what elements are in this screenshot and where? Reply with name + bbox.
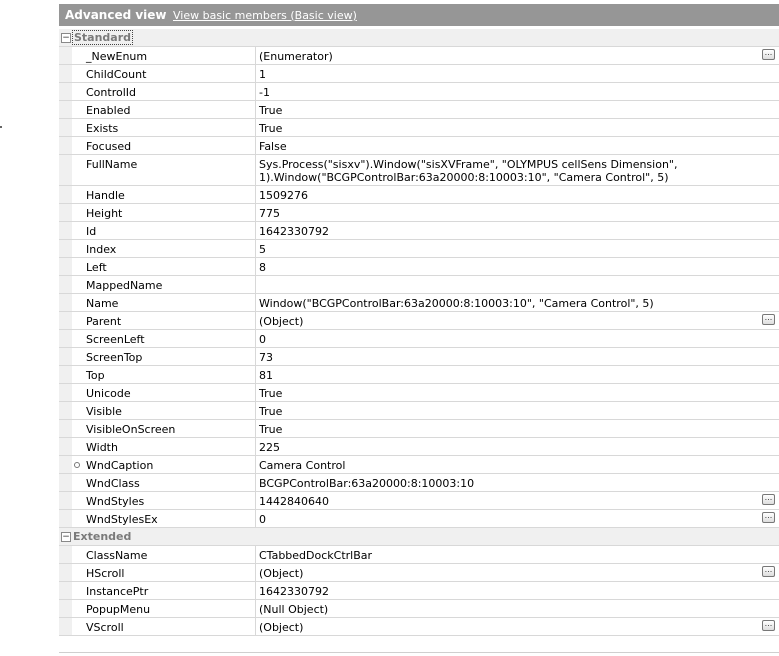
property-name: ChildCount (59, 65, 256, 82)
property-name: Visible (59, 402, 256, 419)
property-name: Index (59, 240, 256, 257)
property-row[interactable] (59, 474, 779, 492)
property-row[interactable] (59, 600, 779, 618)
property-row[interactable] (59, 312, 779, 330)
property-row[interactable] (59, 240, 779, 258)
property-row[interactable] (59, 330, 779, 348)
property-row[interactable] (59, 204, 779, 222)
property-value[interactable]: 0 (259, 333, 266, 346)
property-row[interactable] (59, 276, 779, 294)
property-name: ClassName (59, 546, 256, 563)
ellipsis-button[interactable]: ... (762, 494, 775, 505)
property-value[interactable]: 225 (259, 441, 280, 454)
property-name: _NewEnum (59, 47, 256, 64)
property-name: Height (59, 204, 256, 221)
property-value[interactable]: -1 (259, 86, 270, 99)
property-value[interactable]: True (259, 104, 283, 117)
category-label[interactable]: Extended (73, 530, 132, 543)
property-value[interactable]: (Object) (259, 621, 304, 634)
property-row[interactable] (59, 348, 779, 366)
property-value[interactable]: 1 (259, 68, 266, 81)
property-value[interactable]: 1642330792 (259, 225, 329, 238)
property-name: WndStylesEx (59, 510, 256, 527)
stray-dot (0, 126, 2, 128)
view-header (59, 4, 779, 26)
property-value[interactable]: (Null Object) (259, 603, 329, 616)
property-row[interactable] (59, 582, 779, 600)
property-value[interactable]: True (259, 387, 283, 400)
property-value[interactable]: 1642330792 (259, 585, 329, 598)
property-value[interactable]: 1509276 (259, 189, 308, 202)
property-row[interactable] (59, 258, 779, 276)
ellipsis-button[interactable]: ... (762, 49, 775, 60)
property-value[interactable]: (Object) (259, 315, 304, 328)
property-name: FullName (59, 155, 256, 185)
property-value[interactable]: 1442840640 (259, 495, 329, 508)
property-row[interactable] (59, 420, 779, 438)
property-name: ScreenLeft (59, 330, 256, 347)
collapse-toggle-icon[interactable]: − (62, 33, 70, 43)
property-name: Name (59, 294, 256, 311)
ellipsis-button[interactable]: ... (762, 566, 775, 577)
property-name: MappedName (59, 276, 256, 293)
property-value[interactable]: BCGPControlBar:63a20000:8:10003:10 (259, 477, 475, 490)
property-row[interactable] (59, 155, 779, 186)
ellipsis-button[interactable]: ... (762, 620, 775, 631)
property-row[interactable] (59, 384, 779, 402)
property-row[interactable] (59, 186, 779, 204)
property-name: VisibleOnScreen (59, 420, 256, 437)
property-value[interactable]: (Enumerator) (259, 50, 333, 63)
property-name: Left (59, 258, 256, 275)
property-value[interactable]: (Object) (259, 567, 304, 580)
property-value[interactable]: True (259, 405, 283, 418)
property-value[interactable]: True (259, 423, 283, 436)
property-name: ScreenTop (59, 348, 256, 365)
property-value[interactable] (259, 276, 779, 279)
header-title: Advanced view (65, 8, 167, 22)
collapse-toggle-icon[interactable]: − (62, 532, 70, 542)
basic-view-link[interactable]: View basic members (Basic view) (173, 8, 357, 22)
property-row[interactable] (59, 222, 779, 240)
property-name: Width (59, 438, 256, 455)
property-value[interactable]: False (259, 140, 287, 153)
category-label[interactable]: Standard (74, 31, 132, 44)
category-extended (59, 528, 779, 546)
grid-bottom-border (59, 652, 779, 653)
property-value[interactable]: CTabbedDockCtrlBar (259, 549, 373, 562)
property-value[interactable]: Sys.Process("sisxv").Window("sisXVFrame", "OLYMPUS cellSens Dimension", 1).Window("BCGPControlBar:63a20000:8:10003:10", "Camera Control", 5) (259, 158, 678, 184)
property-row[interactable] (59, 618, 779, 636)
property-value[interactable]: Camera Control (259, 459, 346, 472)
property-name: Enabled (59, 101, 256, 118)
property-value[interactable]: 0 (259, 513, 266, 526)
property-row[interactable] (59, 294, 779, 312)
property-value[interactable]: 5 (259, 243, 266, 256)
property-name: InstancePtr (59, 582, 256, 599)
property-name: WndCaption (59, 456, 256, 473)
property-value[interactable]: True (259, 122, 283, 135)
property-row[interactable] (59, 438, 779, 456)
property-value[interactable]: 73 (259, 351, 273, 364)
property-name: Id (59, 222, 256, 239)
property-name: Handle (59, 186, 256, 203)
property-name: Unicode (59, 384, 256, 401)
property-name: ControlId (59, 83, 256, 100)
property-name: HScroll (59, 564, 256, 581)
property-value[interactable]: 81 (259, 369, 273, 382)
property-name: VScroll (59, 618, 256, 635)
property-row[interactable] (59, 65, 779, 83)
property-row[interactable] (59, 83, 779, 101)
property-name: Focused (59, 137, 256, 154)
ellipsis-button[interactable]: ... (762, 314, 775, 325)
property-row[interactable] (59, 456, 779, 474)
property-row[interactable] (59, 47, 779, 65)
property-name: Exists (59, 119, 256, 136)
property-row[interactable] (59, 546, 779, 564)
property-row[interactable] (59, 492, 779, 510)
property-name: Parent (59, 312, 256, 329)
property-value[interactable]: 775 (259, 207, 280, 220)
property-row[interactable] (59, 564, 779, 582)
category-standard (59, 29, 779, 47)
property-row[interactable] (59, 402, 779, 420)
property-name: WndClass (59, 474, 256, 491)
property-name: PopupMenu (59, 600, 256, 617)
property-grid (59, 29, 779, 636)
property-name: WndStyles (59, 492, 256, 509)
property-row[interactable] (59, 137, 779, 155)
property-value[interactable]: 8 (259, 261, 266, 274)
ellipsis-button[interactable]: ... (762, 512, 775, 523)
property-row[interactable] (59, 510, 779, 528)
property-value[interactable]: Window("BCGPControlBar:63a20000:8:10003:10", "Camera Control", 5) (259, 297, 654, 310)
property-name: Top (59, 366, 256, 383)
property-row[interactable] (59, 119, 779, 137)
property-row[interactable] (59, 101, 779, 119)
property-row[interactable] (59, 366, 779, 384)
